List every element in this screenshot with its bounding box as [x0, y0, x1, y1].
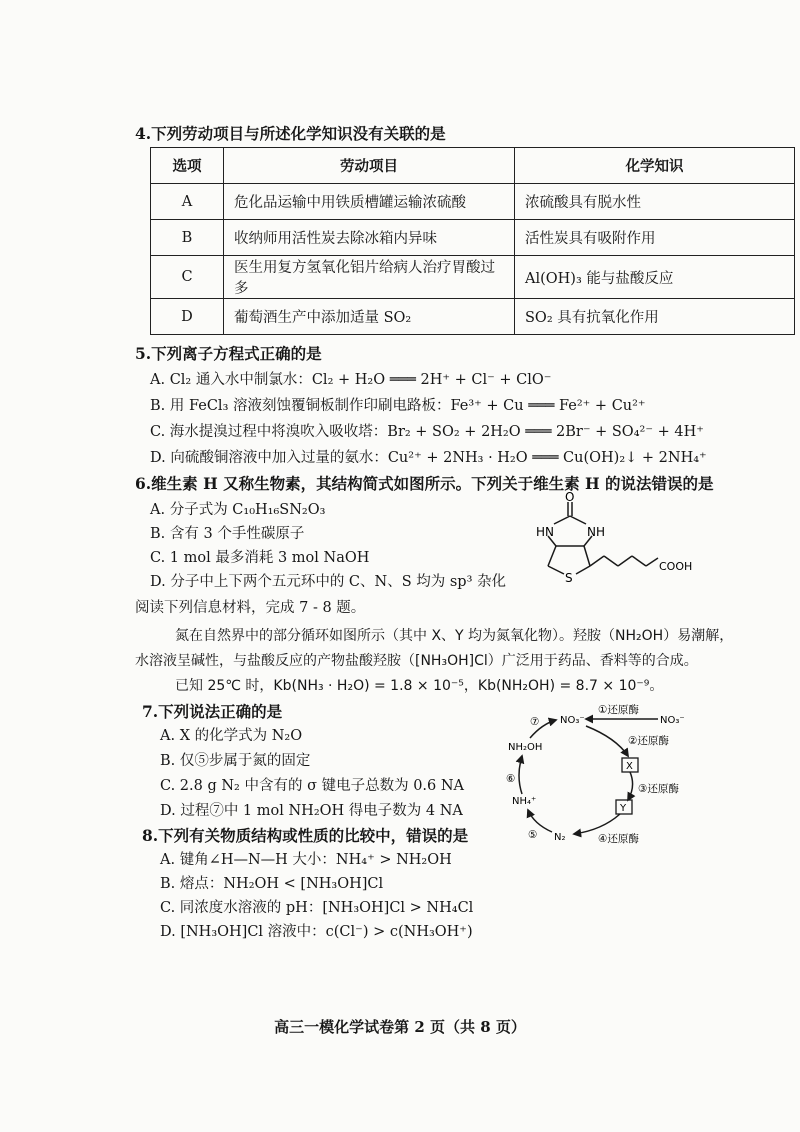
- header-knowledge: 化学知识: [515, 148, 795, 184]
- step-2-label: ②还原酶: [628, 735, 669, 747]
- step-3-label: ③还原酶: [638, 783, 679, 795]
- y-label: Y: [620, 803, 627, 814]
- nh-label: NH: [587, 525, 605, 539]
- q8-option-a: A. 键角∠H—N—H 大小：NH₄⁺ > NH₂OH: [160, 852, 452, 868]
- q8-option-b: B. 熔点：NH₂OH < [NH₃OH]Cl: [160, 876, 384, 892]
- row-knowledge: Al(OH)₃ 能与盐酸反应: [515, 256, 795, 299]
- row-knowledge: 浓硫酸具有脱水性: [515, 184, 795, 220]
- q6-stem: 6.维生素 H 又称生物素，其结构简式如图所示。下列关于维生素 H 的说法错误的是: [135, 474, 714, 493]
- q7-option-a: A. X 的化学式为 N₂O: [160, 728, 303, 744]
- q8-option-d: D. [NH₃OH]Cl 溶液中：c(Cl⁻) > c(NH₃OH⁺): [160, 924, 473, 940]
- row-knowledge: SO₂ 具有抗氧化作用: [515, 299, 795, 335]
- hydroxylamine-label: NH₂OH: [508, 742, 543, 753]
- row-option: A: [151, 184, 224, 220]
- row-option: B: [151, 220, 224, 256]
- q5-option-b: B. 用 FeCl₃ 溶液刻蚀覆铜板制作印刷电路板：Fe³⁺ + Cu ═══ Fe²⁺ + Cu²⁺: [150, 398, 646, 414]
- row-option: C: [151, 256, 224, 299]
- row-task: 葡萄酒生产中添加适量 SO₂: [224, 299, 515, 335]
- nitrate-label: NO₃⁻: [560, 715, 585, 726]
- q4-table: [150, 147, 795, 335]
- q6-option-d: D. 分子中上下两个五元环中的 C、N、S 均为 sp³ 杂化: [150, 574, 507, 590]
- q5-option-d: D. 向硫酸铜溶液中加入过量的氨水：Cu²⁺ + 2NH₃ · H₂O ═══ Cu(OH)₂↓ + 2NH₄⁺: [150, 450, 707, 466]
- q7-option-b: B. 仅⑤步属于氮的固定: [160, 753, 311, 769]
- table-row: [151, 256, 795, 299]
- q5-stem: 5.下列离子方程式正确的是: [135, 344, 322, 363]
- q6-option-b: B. 含有 3 个手性碳原子: [150, 526, 305, 542]
- x-label: X: [626, 761, 633, 772]
- header-option: 选项: [151, 148, 224, 184]
- q5-option-a: A. Cl₂ 通入水中制氯水：Cl₂ + H₂O ═══ 2H⁺ + Cl⁻ + ClO⁻: [150, 372, 552, 388]
- reading-intro: 阅读下列信息材料，完成 7 - 8 题。: [135, 600, 366, 616]
- q8-stem: 8.下列有关物质结构或性质的比较中，错误的是: [142, 826, 469, 845]
- ammonium-label: NH₄⁺: [512, 796, 537, 807]
- q4-stem: 4.下列劳动项目与所述化学知识没有关联的是: [135, 124, 446, 143]
- table-row: [151, 220, 795, 256]
- q7-option-d: D. 过程⑦中 1 mol NH₂OH 得电子数为 4 NA: [160, 803, 463, 819]
- q6-option-c: C. 1 mol 最多消耗 3 mol NaOH: [150, 550, 370, 566]
- page-footer: 高三一模化学试卷第 2 页（共 8 页）: [274, 1018, 526, 1036]
- sulfur-label: S: [565, 571, 573, 585]
- table-header-row: [151, 148, 795, 184]
- step-1-label: ①还原酶: [598, 704, 639, 716]
- q6-option-a: A. 分子式为 C₁₀H₁₆SN₂O₃: [150, 502, 326, 518]
- step-6-label: ⑥: [506, 773, 516, 785]
- step-5-label: ⑤: [528, 829, 538, 841]
- q7-option-c: C. 2.8 g N₂ 中含有的 σ 键电子总数为 0.6 NA: [160, 778, 465, 794]
- row-task: 危化品运输中用铁质槽罐运输浓硫酸: [224, 184, 515, 220]
- reading-line-2: 水溶液呈碱性，与盐酸反应的产物盐酸羟胺（[NH₃OH]Cl）广泛用于药品、香料等的合成。: [135, 653, 698, 669]
- reading-line-1: 氮在自然界中的部分循环如图所示（其中 X、Y 均为氮氧化物）。羟胺（NH₂OH）易潮解，: [175, 628, 734, 644]
- carbonyl-o-label: O: [565, 490, 575, 504]
- nitrogen-cycle-diagram: [498, 700, 698, 852]
- cooh-label: COOH: [659, 560, 693, 573]
- table-row: [151, 184, 795, 220]
- header-task: 劳动项目: [224, 148, 515, 184]
- row-knowledge: 活性炭具有吸附作用: [515, 220, 795, 256]
- step-4-label: ④还原酶: [598, 833, 639, 845]
- q7-stem: 7.下列说法正确的是: [142, 702, 283, 721]
- row-task: 收纳师用活性炭去除冰箱内异味: [224, 220, 515, 256]
- step-7-label: ⑦: [530, 716, 540, 728]
- reading-line-3: 已知 25℃ 时，Kb(NH₃ · H₂O) = 1.8 × 10⁻⁵，Kb(NH₂OH) = 8.7 × 10⁻⁹。: [175, 678, 664, 694]
- nitrate-in-label: NO₃⁻: [660, 715, 685, 726]
- table-row: [151, 299, 795, 335]
- biotin-structure: [520, 490, 700, 590]
- q8-option-c: C. 同浓度水溶液的 pH：[NH₃OH]Cl > NH₄Cl: [160, 900, 474, 916]
- row-option: D: [151, 299, 224, 335]
- row-task: 医生用复方氢氧化铝片给病人治疗胃酸过多: [224, 256, 515, 299]
- hn-label: HN: [536, 525, 554, 539]
- n2-label: N₂: [554, 832, 566, 843]
- q5-option-c: C. 海水提溴过程中将溴吹入吸收塔：Br₂ + SO₂ + 2H₂O ═══ 2Br⁻ + SO₄²⁻ + 4H⁺: [150, 424, 704, 440]
